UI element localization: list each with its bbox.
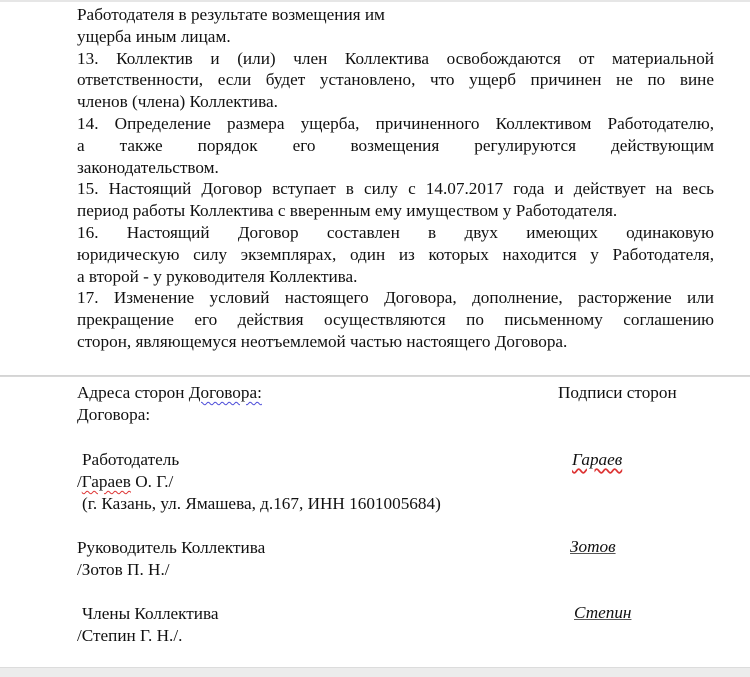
clause-16-line: 16. Настоящий Договор составлен в двух имеющих одинаковую: [77, 222, 714, 242]
text-line: Работодателя в результате возмещения им: [77, 5, 385, 24]
members-signature: Степин: [574, 603, 632, 622]
leader-name: /Зотов П. Н./: [77, 560, 170, 579]
clause-16-line: а второй - у руководителя Коллектива.: [77, 266, 358, 286]
leader-role: Руководитель Коллектива: [77, 538, 266, 557]
leader-signature: Зотов: [570, 537, 616, 556]
employer-address: (г. Казань, ул. Ямашева, д.167, ИНН 1601005684): [82, 494, 441, 513]
employer-name: [77, 471, 173, 493]
text-line: ущерба иным лицам.: [77, 26, 231, 46]
members-role: Члены Коллектива: [82, 604, 219, 623]
document-page-2: [0, 376, 750, 668]
clause-17-line: сторон, являющемуся неотъемлемой частью настоящего Договора.: [77, 331, 568, 351]
employer-signature: Гараев: [572, 450, 623, 469]
spell-flagged-word: Гараев: [81, 472, 131, 491]
clause-13-line: членов (члена) Коллектива.: [77, 92, 278, 112]
clause-17-line: прекращение его действия осуществляются по письменному соглашению: [77, 310, 714, 330]
employer-role: Работодатель: [82, 450, 180, 469]
contract-clauses: [77, 4, 714, 353]
clause-15-line: период работы Коллектива с вверенным ему имуществом у Работодателя.: [77, 201, 618, 221]
page-break: [0, 362, 750, 376]
clause-14-line: законодательством.: [77, 157, 219, 177]
grammar-flagged-word: Договора:: [188, 383, 262, 402]
members-name: /Степин Г. Н./.: [77, 626, 183, 645]
addresses-heading-text: Адреса сторон: [77, 383, 189, 402]
clause-15-line: 15. Настоящий Договор вступает в силу с 14.07.2017 года и действует на весь: [77, 179, 714, 199]
clause-14-line: 14. Определение размера ущерба, причиненного Коллективом Работодателю,: [77, 113, 714, 133]
name-rest: О. Г./: [130, 472, 174, 491]
clause-17-line: 17. Изменение условий настоящего Договора, дополнение, расторжение или: [77, 288, 714, 308]
name-prefix: /: [77, 472, 82, 491]
clause-13-line: 13. Коллектив и (или) член Коллектива освобождаются от материальной: [77, 48, 714, 68]
addresses-heading: [77, 382, 262, 426]
signatures-heading: Подписи сторон: [558, 383, 677, 402]
clause-16-line: юридическую силу экземплярах, один из которых находится у Работодателя,: [77, 244, 714, 264]
clause-14-line: а также порядок его возмещения регулируются действующим: [77, 135, 714, 155]
addresses-heading-line2: Договора:: [77, 404, 151, 424]
clause-13-line: ответственности, если будет установлено, что ущерб причинен не по вине: [77, 70, 714, 90]
